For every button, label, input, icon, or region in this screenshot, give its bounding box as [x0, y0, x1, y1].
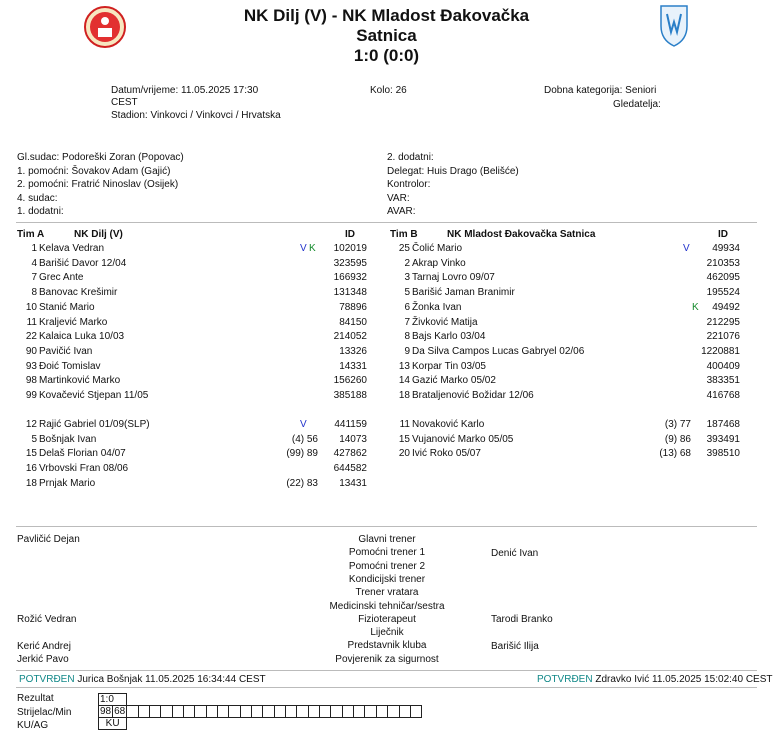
player-id: 210353 — [706, 257, 740, 269]
player-id: 644582 — [333, 463, 367, 475]
player-id: 441159 — [334, 419, 367, 430]
player-number: 20 — [398, 448, 410, 460]
player-number: 10 — [25, 301, 37, 313]
player-name: Akrap Vinko — [412, 257, 466, 269]
result-value: 1:0 — [99, 694, 127, 706]
player-number: 1 — [31, 243, 37, 254]
staff-physio-a: Rožić Vedran — [17, 614, 77, 625]
away-club-logo — [659, 2, 689, 48]
player-name: Prnjak Mario — [39, 477, 96, 489]
player-id: 187468 — [706, 419, 740, 430]
empty-cell — [183, 706, 194, 718]
player-number: 18 — [25, 477, 37, 489]
staff-role: Pomoćni trener 2 — [348, 560, 426, 572]
confirm-b-text: Zdravko Ivić 11.05.2025 15:02:40 CEST — [595, 674, 773, 685]
player-name: Stanić Mario — [39, 301, 95, 313]
official-line: 1. pomoćni: Šovakov Adam (Gajić) — [17, 165, 171, 177]
staff-rep-a: Kerić Andrej — [17, 641, 71, 652]
player-name: Tarnaj Lovro 09/07 — [412, 272, 495, 284]
empty-cell — [286, 706, 297, 718]
empty-cell — [172, 706, 183, 718]
empty-cell — [263, 706, 274, 718]
player-number: 2 — [404, 257, 410, 269]
empty-cell — [354, 706, 365, 718]
player-id: 1220881 — [701, 345, 740, 357]
player-number: 5 — [31, 433, 37, 445]
player-name: Vujanović Marko 05/05 — [412, 433, 514, 445]
player-name: Banovac Krešimir — [39, 287, 118, 299]
player-name: Novaković Karlo — [412, 419, 485, 430]
empty-cell — [297, 706, 308, 718]
match-stadium: Stadion: Vinkovci / Vinkovci / Hrvatska — [111, 110, 281, 121]
staff-rep-b: Barišić Ilija — [491, 641, 539, 652]
confirm-b-status: POTVRĐEN — [537, 674, 593, 685]
confirm-a — [19, 674, 266, 685]
player-name: Gazić Marko 05/02 — [412, 375, 496, 387]
divider — [16, 670, 757, 671]
player-number: 12 — [25, 419, 37, 430]
player-id: 49492 — [712, 301, 740, 313]
player-id: 13431 — [339, 477, 367, 489]
player-name: Barišić Davor 12/04 — [39, 257, 127, 269]
player-id: 131348 — [333, 287, 367, 299]
result-row — [99, 694, 422, 706]
substitution-info: (4) 56 — [291, 433, 318, 445]
official-line: Delegat: Huis Drago (Belišće) — [387, 165, 519, 177]
player-id: 166932 — [333, 272, 367, 284]
player-name: Vrbovski Fran 08/06 — [39, 463, 129, 475]
divider — [16, 222, 757, 223]
empty-cell — [138, 706, 149, 718]
substitution-info: (9) 86 — [664, 433, 691, 445]
player-number: 25 — [398, 243, 410, 254]
result-grid — [98, 693, 422, 730]
match-timezone: CEST — [111, 97, 138, 108]
player-id: 427862 — [333, 448, 367, 460]
player-name: Korpar Tin 03/05 — [412, 360, 486, 372]
player-number: 11 — [26, 316, 37, 328]
player-name: Kalaica Luka 10/03 — [39, 331, 125, 343]
empty-cell — [388, 706, 399, 718]
player-id: 385188 — [333, 390, 367, 401]
player-number: 14 — [398, 375, 410, 387]
player-id: 416768 — [706, 390, 740, 401]
official-line: 1. dodatni: — [17, 206, 64, 217]
empty-cell — [252, 706, 263, 718]
official-line: AVAR: — [387, 206, 416, 217]
player-number: 99 — [25, 390, 37, 401]
staff-role: Predstavnik kluba — [347, 640, 427, 652]
title-line-2: Satnica — [356, 26, 417, 45]
player-id: 14073 — [339, 433, 367, 445]
empty-cell — [127, 706, 138, 718]
player-name: Delaš Florian 04/07 — [39, 448, 126, 460]
player-name: Ivić Roko 05/07 — [412, 448, 481, 460]
player-id: 49934 — [712, 243, 740, 254]
team-a-id-header: ID — [345, 229, 355, 240]
player-number: 18 — [398, 390, 410, 401]
player-name: Bošnjak Ivan — [39, 433, 97, 445]
empty-cell — [376, 706, 387, 718]
keeper-flag: K — [309, 243, 316, 254]
player-number: 15 — [398, 433, 410, 445]
player-number: 22 — [25, 331, 37, 343]
empty-cell — [365, 706, 376, 718]
player-name: Čolić Mario — [412, 243, 463, 254]
staff-security-a: Jerkić Pavo — [17, 654, 69, 665]
official-line: VAR: — [387, 192, 410, 204]
player-id: 462095 — [706, 272, 740, 284]
player-name: Martinković Marko — [39, 375, 121, 387]
official-line: Gl.sudac: Podoreški Zoran (Popovac) — [17, 152, 184, 163]
staff-role: Medicinski tehničar/sestra — [329, 600, 445, 612]
confirm-a-status: POTVRĐEN — [19, 674, 75, 685]
substitution-info: (99) 89 — [286, 448, 318, 460]
match-datetime: Datum/vrijeme: 11.05.2025 17:30 — [111, 85, 259, 96]
empty-cell — [195, 706, 206, 718]
empty-cell — [399, 706, 410, 718]
empty-cell — [218, 706, 229, 718]
team-b-name: NK Mladost Đakovačka Satnica — [447, 229, 596, 240]
home-club-logo — [84, 6, 126, 48]
team-b-label: Tim B — [390, 229, 418, 240]
confirm-a-text: Jurica Bošnjak 11.05.2025 16:34:44 CEST — [77, 674, 266, 685]
staff-role: Kondicijski trener — [348, 573, 426, 585]
age-category: Dobna kategorija: Seniori — [544, 85, 657, 96]
match-score: 1:0 (0:0) — [353, 46, 420, 65]
player-id: 398510 — [706, 448, 740, 460]
staff-role: Liječnik — [370, 627, 404, 639]
staff-role: Trener vratara — [355, 587, 419, 599]
player-number: 16 — [25, 463, 37, 475]
captain-flag: V — [300, 419, 307, 430]
scorer-number: 98 — [100, 706, 112, 717]
player-number: 4 — [31, 257, 37, 269]
player-name: Kovačević Stjepan 11/05 — [39, 390, 149, 401]
empty-cell — [274, 706, 285, 718]
confirm-b — [537, 674, 772, 685]
player-name: Bajs Karlo 03/04 — [412, 331, 486, 343]
kuag-label: KU/AG — [17, 720, 49, 731]
player-name: Žonka Ivan — [412, 301, 462, 313]
title-line-1: NK Dilj (V) - NK Mladost Đakovačka — [243, 6, 530, 25]
player-number: 90 — [25, 345, 37, 357]
divider — [16, 526, 757, 527]
keeper-flag: K — [692, 301, 699, 313]
substitution-info: (3) 77 — [664, 419, 691, 430]
player-name: Pavičić Ivan — [39, 345, 93, 357]
captain-flag: V — [300, 243, 307, 254]
player-id: 102019 — [333, 243, 367, 254]
spectators: Gledatelja: — [613, 99, 661, 110]
empty-cell — [240, 706, 251, 718]
captain-flag: V — [683, 243, 690, 254]
official-line: 2. dodatni: — [387, 152, 434, 163]
empty-cell — [331, 706, 342, 718]
player-name: Rajić Gabriel 01/09(SLP) — [39, 419, 150, 430]
staff-role: Fizioterapeut — [358, 613, 416, 625]
team-a-label: Tim A — [17, 229, 45, 240]
player-number: 9 — [404, 345, 410, 357]
player-number: 11 — [399, 419, 410, 430]
result-label: Rezultat — [17, 693, 54, 704]
player-number: 7 — [31, 272, 37, 284]
officials-left — [17, 151, 184, 219]
staff-head-coach-a: Pavličić Dejan — [17, 534, 80, 545]
scorer-label: Strijelac/Min — [17, 707, 72, 718]
player-name: Kraljević Marko — [39, 316, 108, 328]
player-id: 13326 — [339, 345, 367, 357]
empty-cell — [149, 706, 160, 718]
team-a-name: NK Dilj (V) — [74, 229, 123, 240]
empty-cell — [206, 706, 217, 718]
empty-cell — [320, 706, 331, 718]
empty-cell — [410, 706, 421, 718]
empty-cell — [308, 706, 319, 718]
player-number: 8 — [31, 287, 37, 299]
player-name: Kelava Vedran — [39, 243, 105, 254]
player-id: 214052 — [333, 331, 367, 343]
staff-assistant-b: Denić Ivan — [491, 548, 539, 559]
divider — [16, 687, 757, 688]
player-number: 15 — [25, 448, 37, 460]
player-name: Grec Ante — [39, 272, 84, 284]
empty-cell — [342, 706, 353, 718]
staff-role: Povjerenik za sigurnost — [335, 653, 439, 665]
player-id: 14331 — [339, 360, 367, 372]
player-name: Živković Matija — [412, 316, 478, 328]
player-number: 98 — [25, 375, 37, 387]
player-number: 13 — [398, 360, 410, 372]
player-name: Đoić Tomislav — [39, 360, 101, 372]
official-line: 4. sudac: — [17, 192, 58, 204]
officials-right — [387, 151, 519, 219]
player-number: 93 — [25, 360, 37, 372]
staff-role: Pomoćni trener 1 — [348, 547, 426, 559]
empty-cell — [229, 706, 240, 718]
match-title — [200, 6, 573, 66]
player-name: Da Silva Campos Lucas Gabryel 02/06 — [412, 345, 585, 357]
empty-cell — [161, 706, 172, 718]
player-number: 3 — [404, 272, 410, 284]
staff-role: Glavni trener — [358, 534, 416, 545]
staff-physio-b: Tarodi Branko — [491, 614, 553, 625]
player-id: 212295 — [706, 316, 740, 328]
player-id: 156260 — [333, 375, 367, 387]
official-line: Kontrolor: — [387, 179, 431, 190]
scorer-minute: 68 — [114, 706, 126, 717]
player-number: 7 — [404, 316, 410, 328]
player-name: Brataljenović Božidar 12/06 — [412, 390, 534, 401]
official-line: 2. pomoćni: Fratrić Ninoslav (Osijek) — [17, 179, 179, 190]
player-id: 195524 — [706, 287, 740, 299]
player-name: Barišić Jaman Branimir — [412, 287, 515, 299]
match-round: Kolo: 26 — [370, 85, 407, 96]
player-number: 8 — [404, 331, 410, 343]
player-id: 84150 — [339, 316, 367, 328]
substitution-info: (13) 68 — [659, 448, 691, 460]
player-number: 6 — [404, 301, 410, 313]
player-number: 5 — [404, 287, 410, 299]
scorer-row — [99, 706, 422, 718]
team-b-id-header: ID — [718, 229, 728, 240]
kuag-row — [99, 718, 422, 730]
player-id: 221076 — [706, 331, 740, 343]
player-id: 383351 — [706, 375, 740, 387]
kuag-value: KU — [99, 718, 127, 730]
player-id: 323595 — [333, 257, 367, 269]
player-id: 400409 — [706, 360, 740, 372]
substitution-info: (22) 83 — [286, 477, 318, 489]
player-id: 393491 — [706, 433, 740, 445]
player-id: 78896 — [339, 301, 367, 313]
